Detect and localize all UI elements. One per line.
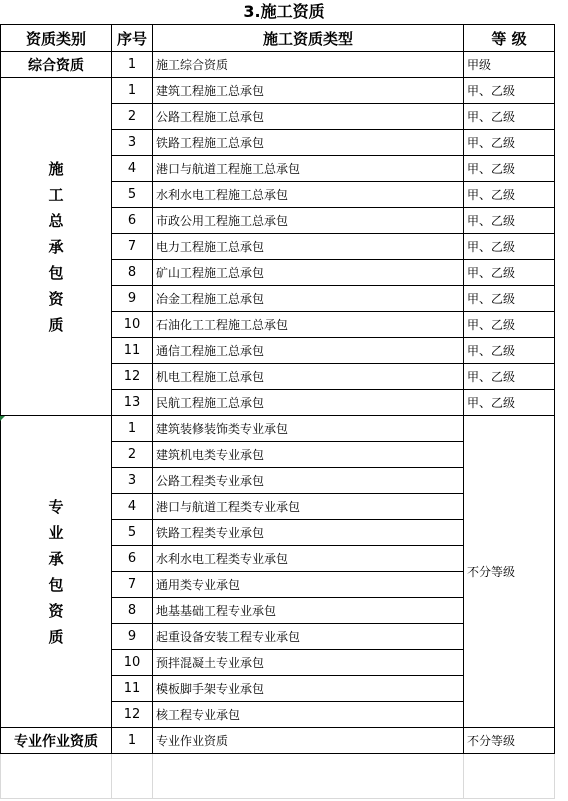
row-grade: 甲、乙级 <box>464 364 555 390</box>
row-grade: 甲、乙级 <box>464 78 555 104</box>
row-name: 铁路工程类专业承包 <box>153 520 464 546</box>
row-name: 通信工程施工总承包 <box>153 338 464 364</box>
row-seq: 4 <box>112 494 153 520</box>
row-seq: 4 <box>112 156 153 182</box>
row-seq: 2 <box>112 442 153 468</box>
row-seq: 13 <box>112 390 153 416</box>
empty-cell <box>1 754 112 799</box>
row-grade: 甲级 <box>464 52 555 78</box>
row-grade: 甲、乙级 <box>464 182 555 208</box>
empty-row <box>1 754 555 799</box>
row-grade: 甲、乙级 <box>464 208 555 234</box>
row-grade: 甲、乙级 <box>464 312 555 338</box>
row-seq: 5 <box>112 520 153 546</box>
row-seq: 6 <box>112 546 153 572</box>
row-name: 电力工程施工总承包 <box>153 234 464 260</box>
row-seq: 11 <box>112 676 153 702</box>
header-seq: 序号 <box>112 25 153 52</box>
header-row <box>1 25 555 52</box>
table-row <box>1 52 555 78</box>
category-char: 总 <box>48 211 64 230</box>
row-grade: 甲、乙级 <box>464 260 555 286</box>
row-name: 专业作业资质 <box>153 728 464 754</box>
row-grade: 甲、乙级 <box>464 338 555 364</box>
category-char: 资 <box>48 289 64 308</box>
row-grade: 甲、乙级 <box>464 390 555 416</box>
category-general: 综合资质 <box>1 52 112 78</box>
cell-comment-marker <box>0 416 5 421</box>
category-char: 包 <box>48 575 64 594</box>
row-grade: 甲、乙级 <box>464 286 555 312</box>
row-seq: 6 <box>112 208 153 234</box>
category-char: 施 <box>48 159 64 178</box>
row-name: 水利水电工程施工总承包 <box>153 182 464 208</box>
empty-cell <box>153 754 464 799</box>
category-specialty <box>1 416 112 728</box>
row-grade: 不分等级 <box>464 728 555 754</box>
specialty-grade: 不分等级 <box>464 416 555 728</box>
row-grade: 甲、乙级 <box>464 234 555 260</box>
category-contracting <box>1 78 112 416</box>
row-name: 冶金工程施工总承包 <box>153 286 464 312</box>
row-name: 港口与航道工程类专业承包 <box>153 494 464 520</box>
category-labor: 专业作业资质 <box>1 728 112 754</box>
row-seq: 5 <box>112 182 153 208</box>
row-seq: 10 <box>112 312 153 338</box>
category-char: 质 <box>48 315 64 334</box>
row-name: 公路工程施工总承包 <box>153 104 464 130</box>
header-grade: 等 级 <box>464 25 555 52</box>
row-name: 通用类专业承包 <box>153 572 464 598</box>
category-char: 承 <box>48 237 64 256</box>
row-seq: 9 <box>112 286 153 312</box>
table-row <box>1 78 555 104</box>
row-name: 水利水电工程类专业承包 <box>153 546 464 572</box>
header-type: 施工资质类型 <box>153 25 464 52</box>
table-body <box>1 52 555 799</box>
category-char: 包 <box>48 263 64 282</box>
empty-cell <box>464 754 555 799</box>
row-name: 建筑工程施工总承包 <box>153 78 464 104</box>
row-seq: 1 <box>112 78 153 104</box>
row-seq: 1 <box>112 52 153 78</box>
qualification-table <box>0 24 555 799</box>
category-char: 专 <box>48 497 64 516</box>
row-name: 施工综合资质 <box>153 52 464 78</box>
row-seq: 8 <box>112 598 153 624</box>
header-category: 资质类别 <box>1 25 112 52</box>
row-name: 机电工程施工总承包 <box>153 364 464 390</box>
row-name: 港口与航道工程施工总承包 <box>153 156 464 182</box>
row-seq: 2 <box>112 104 153 130</box>
row-name: 建筑机电类专业承包 <box>153 442 464 468</box>
row-seq: 1 <box>112 416 153 442</box>
table-row <box>1 728 555 754</box>
row-seq: 10 <box>112 650 153 676</box>
empty-cell <box>112 754 153 799</box>
row-seq: 7 <box>112 234 153 260</box>
category-char: 资 <box>48 601 64 620</box>
row-grade: 甲、乙级 <box>464 130 555 156</box>
row-name: 铁路工程施工总承包 <box>153 130 464 156</box>
row-name: 民航工程施工总承包 <box>153 390 464 416</box>
row-seq: 12 <box>112 364 153 390</box>
row-seq: 8 <box>112 260 153 286</box>
row-name: 市政公用工程施工总承包 <box>153 208 464 234</box>
row-name: 核工程专业承包 <box>153 702 464 728</box>
row-seq: 11 <box>112 338 153 364</box>
category-char: 工 <box>48 185 64 204</box>
row-seq: 12 <box>112 702 153 728</box>
row-seq: 9 <box>112 624 153 650</box>
row-grade: 甲、乙级 <box>464 104 555 130</box>
page-title: 3.施工资质 <box>243 2 325 21</box>
row-name: 地基基础工程专业承包 <box>153 598 464 624</box>
row-seq: 3 <box>112 468 153 494</box>
row-seq: 7 <box>112 572 153 598</box>
category-char: 业 <box>48 523 64 542</box>
row-grade: 甲、乙级 <box>464 156 555 182</box>
row-name: 石油化工工程施工总承包 <box>153 312 464 338</box>
row-seq: 1 <box>112 728 153 754</box>
row-name: 起重设备安装工程专业承包 <box>153 624 464 650</box>
row-name: 预拌混凝土专业承包 <box>153 650 464 676</box>
row-name: 建筑装修装饰类专业承包 <box>153 416 464 442</box>
row-name: 公路工程类专业承包 <box>153 468 464 494</box>
table-row <box>1 416 555 442</box>
category-char: 承 <box>48 549 64 568</box>
row-name: 矿山工程施工总承包 <box>153 260 464 286</box>
category-char: 质 <box>48 627 64 646</box>
row-seq: 3 <box>112 130 153 156</box>
row-name: 模板脚手架专业承包 <box>153 676 464 702</box>
